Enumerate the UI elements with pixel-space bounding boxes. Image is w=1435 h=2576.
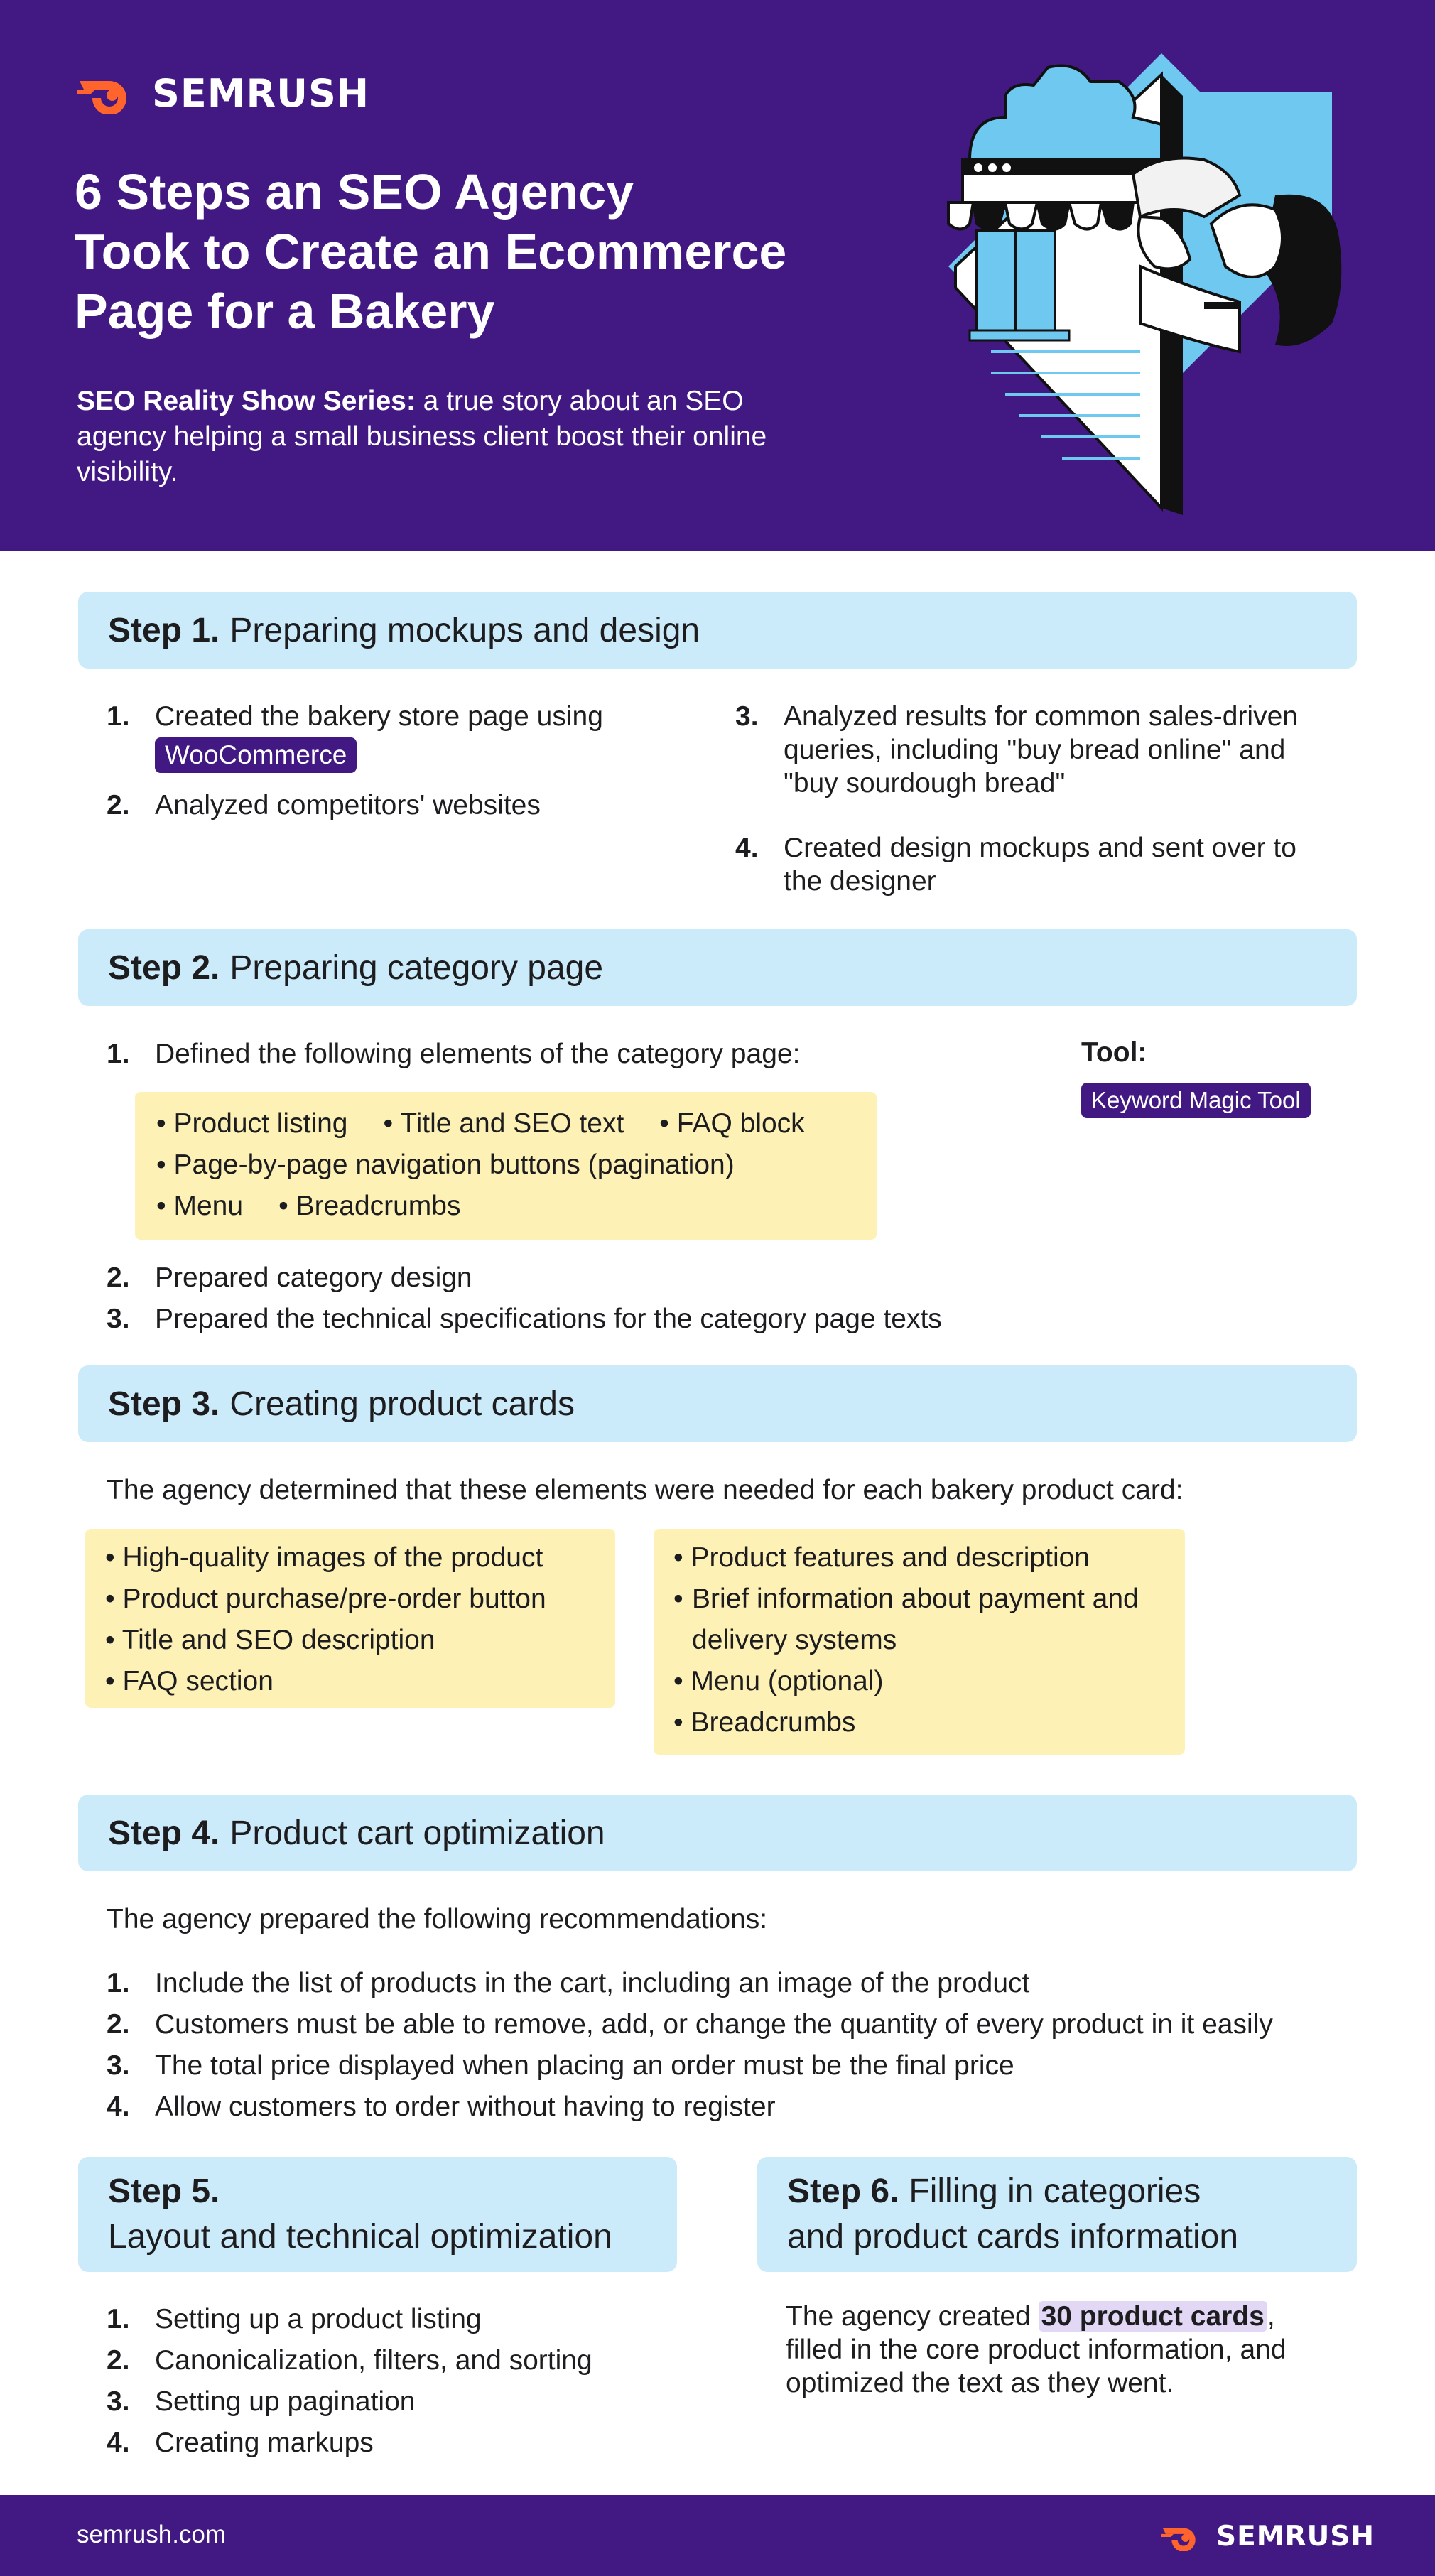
product-card-elements-right: • Product features and description • Brief information about payment and delivery systems • Menu (optional) • Breadcrumbs xyxy=(654,1529,1185,1755)
step2-title: Preparing category page xyxy=(229,948,604,987)
step4-number: Step 4. xyxy=(108,1814,220,1852)
step1-title: Preparing mockups and design xyxy=(229,611,700,649)
step2-banner xyxy=(78,929,1357,1006)
step6-number: Step 6. xyxy=(787,2172,899,2210)
step6-text: The agency created 30 product cards , filled in the core product information, and optimized the text as they went. xyxy=(786,2301,1287,2398)
step5-title: Layout and technical optimization xyxy=(108,2218,612,2256)
intro-body: a true story about an SEO agency helping a small business client boost their online visibility. xyxy=(77,386,767,487)
step5-banner xyxy=(78,2157,677,2272)
step2-list-bottom xyxy=(107,1257,1172,1340)
semrush-flame-icon xyxy=(77,74,142,114)
list-item: 1. Defined the following elements of the category page: xyxy=(107,1039,801,1069)
step5-list xyxy=(107,2299,675,2464)
list-item: 2. Canonicalization, filters, and sorting xyxy=(107,2345,592,2376)
category-elements-box: • Product listing • Title and SEO text • FAQ block • Page-by-page navigation buttons (pagination) • Menu • Breadcrumbs xyxy=(135,1092,877,1240)
footer-url-link[interactable]: semrush.com xyxy=(77,2521,227,2548)
list-item: 2. Analyzed competitors' websites xyxy=(107,790,541,821)
list-item: 4. Created design mockups and sent over to the designer xyxy=(735,833,1296,897)
list-item: 1. Include the list of products in the cart, including an image of the product xyxy=(107,1968,1030,1998)
tool-label: Tool: xyxy=(1081,1037,1147,1068)
bakery-storefront-illustration xyxy=(906,53,1346,522)
intro-text xyxy=(77,384,787,490)
semrush-flame-icon xyxy=(1161,2523,1206,2551)
brand-name: SEMRUSH xyxy=(1216,2521,1375,2553)
intro-bold: SEO Reality Show Series: xyxy=(77,386,416,416)
list-item: 3. The total price displayed when placing an order must be the final price xyxy=(107,2050,1014,2081)
list-item: 2. Customers must be able to remove, add, or change the quantity of every product in it easily xyxy=(107,2009,1273,2040)
list-item: 4. Creating markups xyxy=(107,2428,374,2458)
step2-number: Step 2. xyxy=(108,948,220,987)
step6-title-line2: and product cards information xyxy=(787,2218,1239,2256)
step1-list-left xyxy=(107,700,661,822)
step4-list xyxy=(107,1963,1385,2128)
product-card-elements-left: • High-quality images of the product • Product purchase/pre-order button • Title and SEO description • FAQ section xyxy=(85,1529,615,1708)
page-title: 6 Steps an SEO Agency Took to Create an Ecommerce Page for a Bakery xyxy=(75,164,787,339)
step4-banner xyxy=(78,1795,1357,1871)
step1-banner xyxy=(78,592,1357,669)
step3-title: Creating product cards xyxy=(229,1385,575,1423)
step2-list-top xyxy=(107,1037,1101,1071)
keyword-magic-tool-tag[interactable]: Keyword Magic Tool xyxy=(1081,1083,1311,1118)
step4-intro: The agency prepared the following recommendations: xyxy=(107,1904,768,1934)
list-item: 3. Analyzed results for common sales-driven queries, including "buy bread online" and "buy sourdough bread" xyxy=(735,701,1298,799)
highlight-count: 30 product cards xyxy=(1039,2301,1267,2332)
list-item: 3. Setting up pagination xyxy=(107,2386,416,2417)
step5-number: Step 5. xyxy=(108,2172,220,2210)
list-item: 1. Created the bakery store page using WooCommerce xyxy=(107,700,661,773)
list-item: 2. Prepared category design xyxy=(107,1262,472,1293)
step3-number: Step 3. xyxy=(108,1385,220,1423)
step3-intro: The agency determined that these elements were needed for each bakery product card: xyxy=(107,1475,1184,1505)
step1-list-right xyxy=(735,700,1346,898)
step6-title: Filling in categories xyxy=(909,2172,1201,2210)
list-item: 3. Prepared the technical specifications for the category page texts xyxy=(107,1304,942,1334)
footer-semrush-logo[interactable] xyxy=(1161,2521,1375,2553)
list-item: 1. Setting up a product listing xyxy=(107,2304,482,2334)
step3-banner xyxy=(78,1365,1357,1442)
woocommerce-tag[interactable]: WooCommerce xyxy=(155,737,357,773)
brand-name: SEMRUSH xyxy=(152,71,370,116)
semrush-logo[interactable] xyxy=(77,71,369,116)
step1-number: Step 1. xyxy=(108,611,220,649)
step4-title: Product cart optimization xyxy=(229,1814,605,1852)
list-item: 4. Allow customers to order without having to register xyxy=(107,2091,776,2122)
step6-banner xyxy=(757,2157,1357,2272)
